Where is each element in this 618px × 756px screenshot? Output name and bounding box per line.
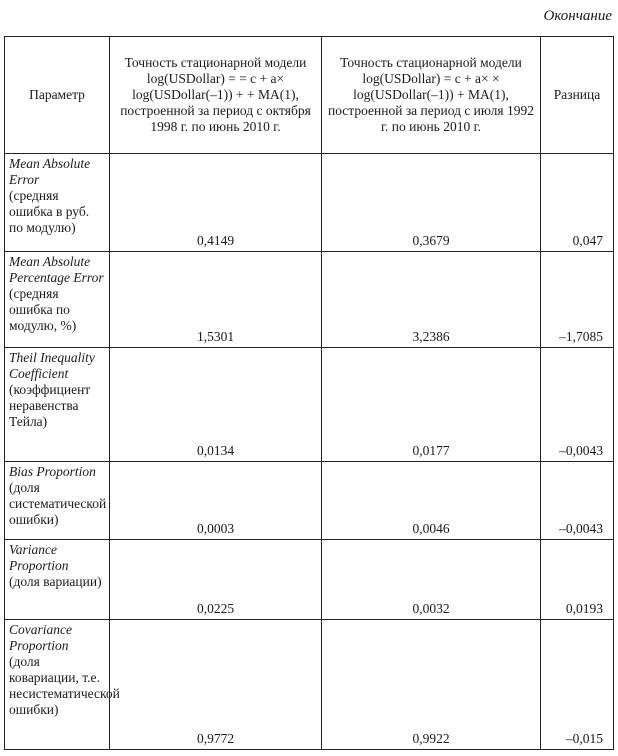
model-accuracy-table [4, 36, 614, 750]
header-difference: Разница [541, 37, 614, 154]
header-parameter: Параметр [5, 37, 110, 154]
parameter-description: (средняя ошибка в руб. по модулю) [9, 188, 90, 235]
parameter-cell [5, 348, 110, 462]
model-1992-value: 3,2386 [322, 252, 541, 348]
model-1998-value: 0,0225 [110, 540, 322, 620]
difference-value: –0,015 [541, 620, 614, 750]
difference-value: –1,7085 [541, 252, 614, 348]
model-1998-value: 0,0003 [110, 462, 322, 540]
table-row [5, 252, 614, 348]
model-1998-value: 1,5301 [110, 252, 322, 348]
parameter-cell [5, 540, 110, 620]
parameter-name: Mean Absolute Percentage Error [9, 254, 104, 285]
parameter-description: (коэффициент неравенства Тейла) [9, 382, 91, 429]
table-row [5, 620, 614, 750]
parameter-name: Theil Inequality Coefficient [9, 350, 95, 381]
model-1998-value: 0,9772 [110, 620, 322, 750]
table-row [5, 462, 614, 540]
model-1992-value: 0,0177 [322, 348, 541, 462]
parameter-cell [5, 154, 110, 252]
model-1992-value: 0,9922 [322, 620, 541, 750]
model-1998-value: 0,4149 [110, 154, 322, 252]
table-continuation-caption: Окончание [543, 8, 612, 24]
difference-value: 0,0193 [541, 540, 614, 620]
difference-value: –0,0043 [541, 348, 614, 462]
difference-value: 0,047 [541, 154, 614, 252]
model-1992-value: 0,0046 [322, 462, 541, 540]
parameter-cell [5, 252, 110, 348]
parameter-description: (доля вариации) [9, 574, 102, 589]
parameter-description: (доля ковариации, т.е. несистематической ошибки) [9, 654, 120, 717]
parameter-description: (доля систематической ошибки) [9, 480, 107, 527]
model-1998-value: 0,0134 [110, 348, 322, 462]
parameter-cell [5, 462, 110, 540]
table-row [5, 348, 614, 462]
model-1992-value: 0,3679 [322, 154, 541, 252]
parameter-name: Bias Proportion [9, 464, 96, 479]
table-row [5, 540, 614, 620]
parameter-description: (средняя ошибка по модулю, %) [9, 286, 77, 333]
header-model-1992: Точность стационарной модели log(USDollar) = c + a× × log(USDollar(–1)) + MA(1), построенной за период с июля 1992 г. по июнь 2010 г. [322, 37, 541, 154]
header-model-1998: Точность стационарной модели log(USDollar) = = c + a× log(USDollar(–1)) + + MA(1), построенной за период с октября 1998 г. по июнь 2010 г. [110, 37, 322, 154]
parameter-name: Variance Proportion [9, 542, 69, 573]
model-1992-value: 0,0032 [322, 540, 541, 620]
table-header-row [5, 37, 614, 154]
parameter-name: Mean Absolute Error [9, 156, 91, 187]
table-row [5, 154, 614, 252]
parameter-cell [5, 620, 120, 750]
difference-value: –0,0043 [541, 462, 614, 540]
parameter-name: Covariance Proportion [9, 622, 72, 653]
